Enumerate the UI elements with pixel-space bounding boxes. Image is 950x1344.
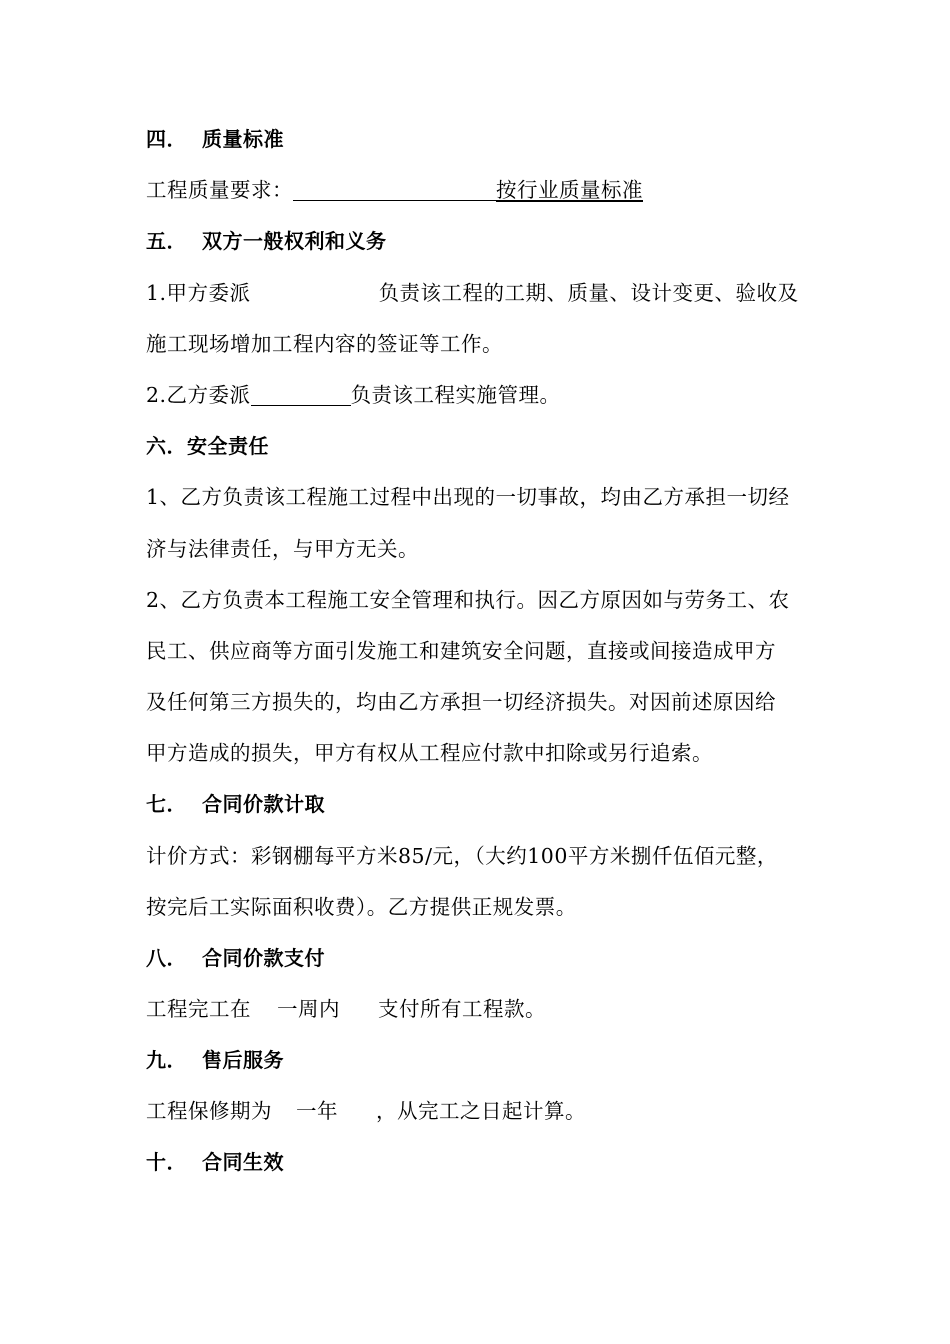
duty-item-1-cont: 施工现场增加工程内容的签证等工作。: [146, 332, 503, 356]
safety-para-2-line-2: 民工、供应商等方面引发施工和建筑安全问题，直接或间接造成甲方: [146, 639, 776, 663]
section-number: 九．: [146, 1048, 187, 1072]
delegate-blank: [251, 381, 351, 406]
duty-item-1-text: 负责该工程的工期、质量、设计变更、验收及: [378, 281, 799, 305]
duty-item-2: [146, 380, 561, 410]
pricing-line-1: 计价方式：彩钢棚每平方米85/元，（大约100平方米捌仟伍佰元整，: [146, 844, 778, 868]
safety-para-2-line-3: 及任何第三方损失的，均由乙方承担一切经济损失。对因前述原因给: [146, 690, 776, 714]
section-8-heading: [146, 943, 325, 973]
safety-para-1-line-2: 济与法律责任，与甲方无关。: [146, 537, 419, 561]
payment-text: 支付所有工程款。: [378, 997, 546, 1021]
quality-value: 按行业质量标准: [496, 178, 643, 202]
quality-label: 工程质量要求：: [146, 178, 293, 202]
duty-item-2-lead: 2.乙方委派: [146, 383, 251, 407]
section-title: 合同生效: [202, 1150, 284, 1174]
duty-item-1-lead: 1.甲方委派: [146, 281, 251, 305]
section-title: 双方一般权利和义务: [202, 229, 387, 253]
section-title: 合同价款支付: [202, 946, 325, 970]
payment-lead: 工程完工在: [146, 997, 251, 1021]
pricing-line-2: 按完后工实际面积收费）。乙方提供正规发票。: [146, 895, 577, 919]
section-9-heading: [146, 1045, 284, 1075]
duty-item-1: [146, 278, 799, 308]
quality-requirement: [146, 175, 643, 205]
section-5-heading: [146, 226, 387, 256]
duty-item-2-text: 负责该工程实施管理。: [350, 383, 561, 407]
section-7-heading: [146, 789, 325, 819]
section-number: 十．: [146, 1150, 187, 1174]
section-6-heading: 六．安全责任: [146, 434, 269, 458]
section-number: 五．: [146, 229, 187, 253]
payment-term: 一周内: [277, 997, 340, 1021]
warranty-lead: 工程保修期为: [146, 1099, 272, 1123]
contract-page: [146, 0, 836, 1344]
warranty-text: ，从完工之日起计算。: [376, 1099, 586, 1123]
warranty-line: [146, 1096, 586, 1126]
section-title: 售后服务: [202, 1048, 284, 1072]
section-number: 八．: [146, 946, 187, 970]
safety-para-2-line-4: 甲方造成的损失，甲方有权从工程应付款中扣除或另行追索。: [146, 741, 713, 765]
section-number: 四．: [146, 127, 187, 151]
section-title: 合同价款计取: [202, 792, 325, 816]
section-number: 七．: [146, 792, 187, 816]
section-4-heading: [146, 124, 284, 154]
payment-line: [146, 994, 546, 1024]
quality-blank: [293, 176, 496, 201]
safety-para-2-line-1: 2、乙方负责本工程施工安全管理和执行。因乙方原因如与劳务工、农: [146, 588, 790, 612]
section-title: 质量标准: [202, 127, 284, 151]
safety-para-1-line-1: 1、乙方负责该工程施工过程中出现的一切事故，均由乙方承担一切经: [146, 485, 790, 509]
section-10-heading: [146, 1147, 284, 1177]
warranty-term: 一年: [296, 1099, 338, 1123]
